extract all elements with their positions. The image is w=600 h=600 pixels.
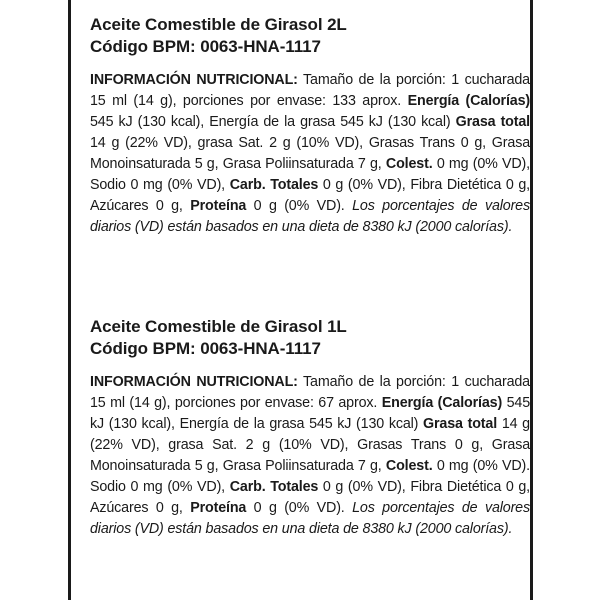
protein-value: 0 g (0% VD). xyxy=(246,198,353,214)
left-border-line xyxy=(68,0,71,600)
carbs-label: Carb. Totales xyxy=(229,479,319,495)
nutrition-info xyxy=(90,372,530,540)
carbs-value: 0 g (0% VD), Fibra Dietética 0 g, Azúcares 0 g, xyxy=(90,479,530,516)
product-block-2l xyxy=(90,14,530,238)
energy-value: 545 kJ (130 kcal), Energía de la grasa 545 kJ (130 kcal) xyxy=(90,114,456,130)
product-name: Aceite Comestible de Girasol 2L xyxy=(90,15,347,34)
footnote-text: Los porcentajes de valores diarios (VD) están basados en una dieta de 8380 kJ (2000 calorías). xyxy=(90,500,530,537)
product-name: Aceite Comestible de Girasol 1L xyxy=(90,317,347,336)
protein-label: Proteína xyxy=(190,198,247,214)
nutrition-heading: INFORMACIÓN NUTRICIONAL: xyxy=(90,374,298,390)
serving-text: Tamaño de la porción: 1 cucharada 15 ml (14 g), porciones por envase: 133 aprox. xyxy=(90,72,530,109)
energy-value: 545 kJ (130 kcal), Energía de la grasa 545 kJ (130 kcal) xyxy=(90,395,530,432)
fat-label: Grasa total xyxy=(455,114,530,130)
cholesterol-label: Colest. xyxy=(385,156,433,172)
bpm-code: Código BPM: 0063-HNA-1117 xyxy=(90,37,321,56)
energy-label: Energía (Calorías) xyxy=(381,395,503,411)
fat-value: 14 g (22% VD), grasa Sat. 2 g (10% VD), Grasas Trans 0 g, Grasa Monoinsaturada 5 g, Grasa Poliinsaturada 7 g, xyxy=(90,135,530,172)
energy-label: Energía (Calorías) xyxy=(407,93,530,109)
carbs-label: Carb. Totales xyxy=(229,177,319,193)
right-border-line xyxy=(530,0,533,600)
nutrition-heading: INFORMACIÓN NUTRICIONAL: xyxy=(90,72,298,88)
bpm-code: Código BPM: 0063-HNA-1117 xyxy=(90,339,321,358)
cholesterol-label: Colest. xyxy=(385,458,433,474)
serving-text: Tamaño de la porción: 1 cucharada 15 ml (14 g), porciones por envase: 67 aprox. xyxy=(90,374,530,411)
fat-value: 14 g (22% VD), grasa Sat. 2 g (10% VD), Grasas Trans 0 g, Grasa Monoinsaturada 5 g, Grasa Poliinsaturada 7 g, xyxy=(90,416,530,474)
nutrition-info xyxy=(90,70,530,238)
footnote-text: Los porcentajes de valores diarios (VD) están basados en una dieta de 8380 kJ (2000 calorías). xyxy=(90,198,530,235)
fat-label: Grasa total xyxy=(423,416,498,432)
product-block-1l xyxy=(90,316,530,540)
protein-value: 0 g (0% VD). xyxy=(246,500,353,516)
cholesterol-value: 0 mg (0% VD), Sodio 0 mg (0% VD), xyxy=(90,156,530,193)
carbs-value: 0 g (0% VD), Fibra Dietética 0 g, Azúcares 0 g, xyxy=(90,177,530,214)
protein-label: Proteína xyxy=(190,500,247,516)
cholesterol-value: 0 mg (0% VD). Sodio 0 mg (0% VD), xyxy=(90,458,530,495)
